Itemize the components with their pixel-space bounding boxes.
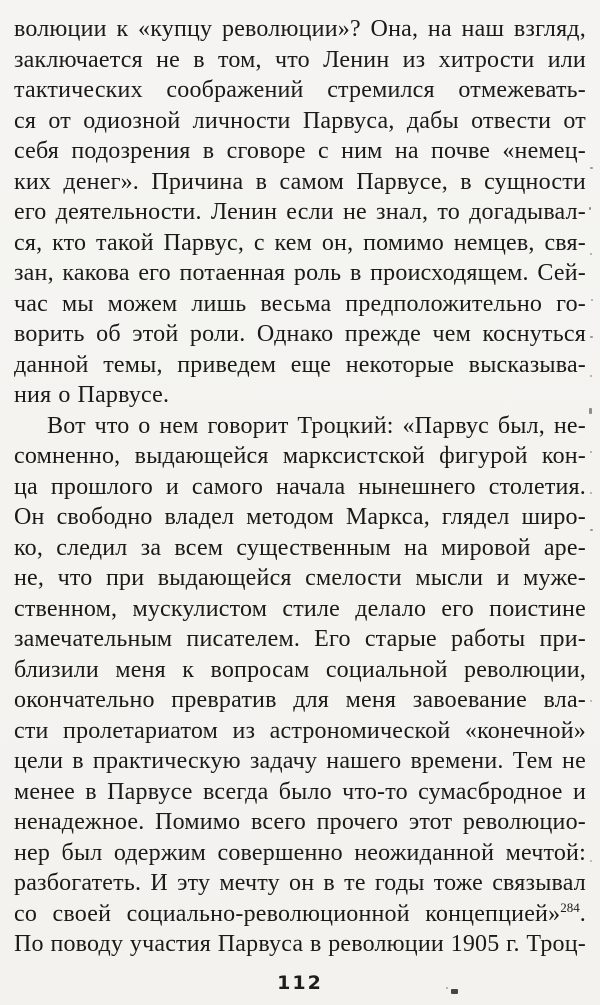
scan-speck [589,408,592,414]
text-line: тактических соображений стремился отмежевать- [14,77,586,103]
scan-speck [590,492,592,494]
text-line: не, что при выдающейся смелости мысли и муже- [14,565,586,591]
text-line: ворить об этой роли. Однако прежде чем коснуться [14,321,586,347]
text-line: заключается не в том, что Ленин из хитрости или [14,46,586,73]
text-line: ко, следил за всем существенным на мировой аре- [14,534,586,561]
footnote-marker: 284 [560,899,580,915]
text-line: замечательным писателем. Его старые работы при- [14,626,586,652]
text-line: сомненно, выдающейся марксистской фигурой кон- [14,443,586,469]
text-line: ся от одиозной личности Парвуса, дабы отвести от [14,107,586,134]
text-line: волюции к «купцу революции»? Она, на наш взгляд, [14,16,586,42]
text-line: ненадежное. Помимо всего прочего этот революцио- [14,809,586,835]
text-line: сти пролетариатом из астрономической «конечной» [14,717,586,744]
text-line: близили меня к вопросам социальной революции, [14,656,586,683]
scan-speck [590,167,593,169]
scan-speck [589,207,591,210]
scan-speck [590,860,592,862]
text-line: зан, какова его потаенная роль в происходящем. Сей- [14,260,586,286]
scan-speck [591,299,593,301]
scan-speck [590,375,592,377]
text-line: со своей социально-революционной концепцией»$^{284}$. [14,899,586,927]
scan-speck [446,987,448,989]
scan-speck [590,253,592,255]
text-block [14,16,586,962]
text-line: окончательно превратив для меня завоевание вла- [14,687,586,713]
text-line: цели в практическую задачу нашего времени. Тем не [14,748,586,774]
scan-speck [590,336,593,338]
text-line: данной темы, приведем еще некоторые высказыва- [14,351,586,378]
scan-speck [451,989,458,994]
text-line: ся, кто такой Парвус, с кем он, помимо немцев, свя- [14,229,586,256]
text-line: Он свободно владел методом Маркса, глядел широ- [14,504,586,530]
text-line: По поводу участия Парвуса в революции 1905 г. Троц- [14,931,586,957]
scan-speck [590,451,592,453]
text-line: разбогатеть. И эту мечту он в те годы тоже связывал [14,870,586,896]
text-line: час мы можем лишь весьма предположительно го- [14,290,586,317]
scan-speck [590,529,593,531]
text-line: ственном, мускулистом стиле делало его поистине [14,595,586,622]
text-line: ца прошлого и самого начала нынешнего столетия. [14,473,586,500]
text-line: ния о Парвусе. [14,382,170,408]
text-line: его деятельности. Ленин если не знал, то догадывал- [14,199,586,225]
text-line: Вот что о нем говорит Троцкий: «Парвус был, не- [47,412,586,439]
text-line: нер был одержим совершенно неожиданной мечтой: [14,839,586,866]
text-line: менее в Парвусе всегда было что-то сумасбродное и [14,778,586,805]
scan-speck [590,700,592,702]
text-line: себя подозрения в сговоре с ним на почве «немец- [14,138,586,164]
text-line: ких денег». Причина в самом Парвусе, в сущности [14,168,586,195]
page-number: 112 [277,972,323,994]
